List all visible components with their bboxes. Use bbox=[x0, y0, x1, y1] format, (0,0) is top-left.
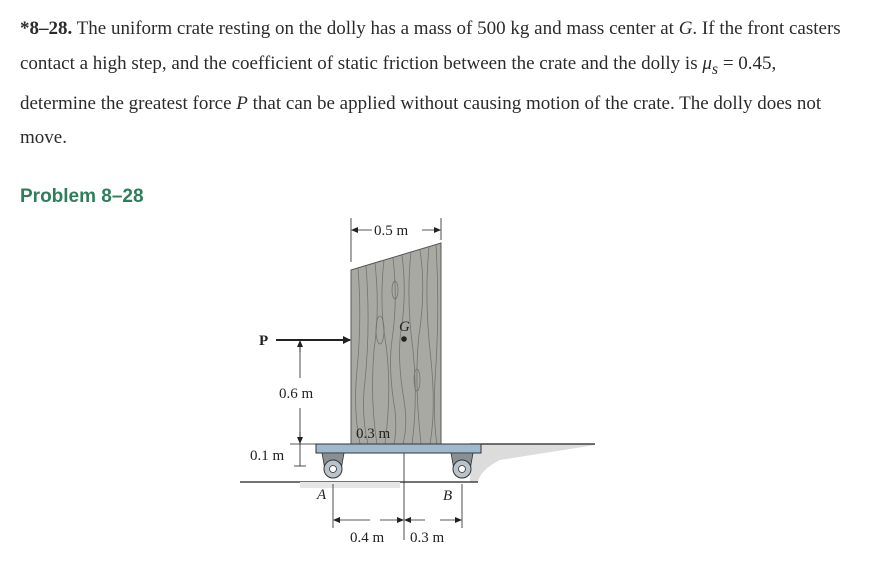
symbol-mu-subscript: s bbox=[711, 60, 719, 78]
symbol-p: P bbox=[236, 92, 248, 114]
label-dist-b: 0.3 m bbox=[410, 530, 445, 546]
problem-text-part: The uniform crate resting on the dolly has a mass of 500 kg and mass center at bbox=[72, 18, 679, 39]
crate bbox=[351, 243, 441, 444]
caster-b bbox=[451, 453, 473, 478]
ground-shade bbox=[300, 482, 400, 488]
label-dolly-height: 0.1 m bbox=[250, 448, 285, 464]
label-b: B bbox=[443, 488, 453, 504]
label-p: P bbox=[259, 333, 269, 349]
problem-text-part: , determine the greatest force bbox=[20, 52, 777, 114]
step bbox=[470, 444, 595, 482]
figure-heading: Problem 8–28 bbox=[20, 186, 144, 207]
problem-number: *8–28. bbox=[20, 18, 73, 39]
symbol-g: G bbox=[678, 18, 693, 39]
symbol-mu: μ bbox=[702, 52, 712, 74]
friction-coefficient-value: = 0.45 bbox=[718, 52, 772, 74]
problem-text-part: that can be applied without causing motion of the crate. The dolly does not move. bbox=[20, 92, 822, 149]
mass-center-dot bbox=[401, 336, 407, 342]
label-contact-height: 0.3 m bbox=[356, 426, 391, 442]
problem-text-part: . If the front casters contact a high step, and the coefficient of static friction between the crate and the dolly is bbox=[20, 18, 841, 74]
label-dist-a: 0.4 m bbox=[350, 530, 385, 546]
dolly-platform bbox=[316, 444, 481, 453]
label-g: G bbox=[399, 319, 410, 335]
caster-a bbox=[322, 453, 344, 478]
label-a: A bbox=[317, 487, 327, 503]
label-width: 0.5 m bbox=[374, 223, 409, 239]
label-force-height: 0.6 m bbox=[279, 386, 314, 402]
